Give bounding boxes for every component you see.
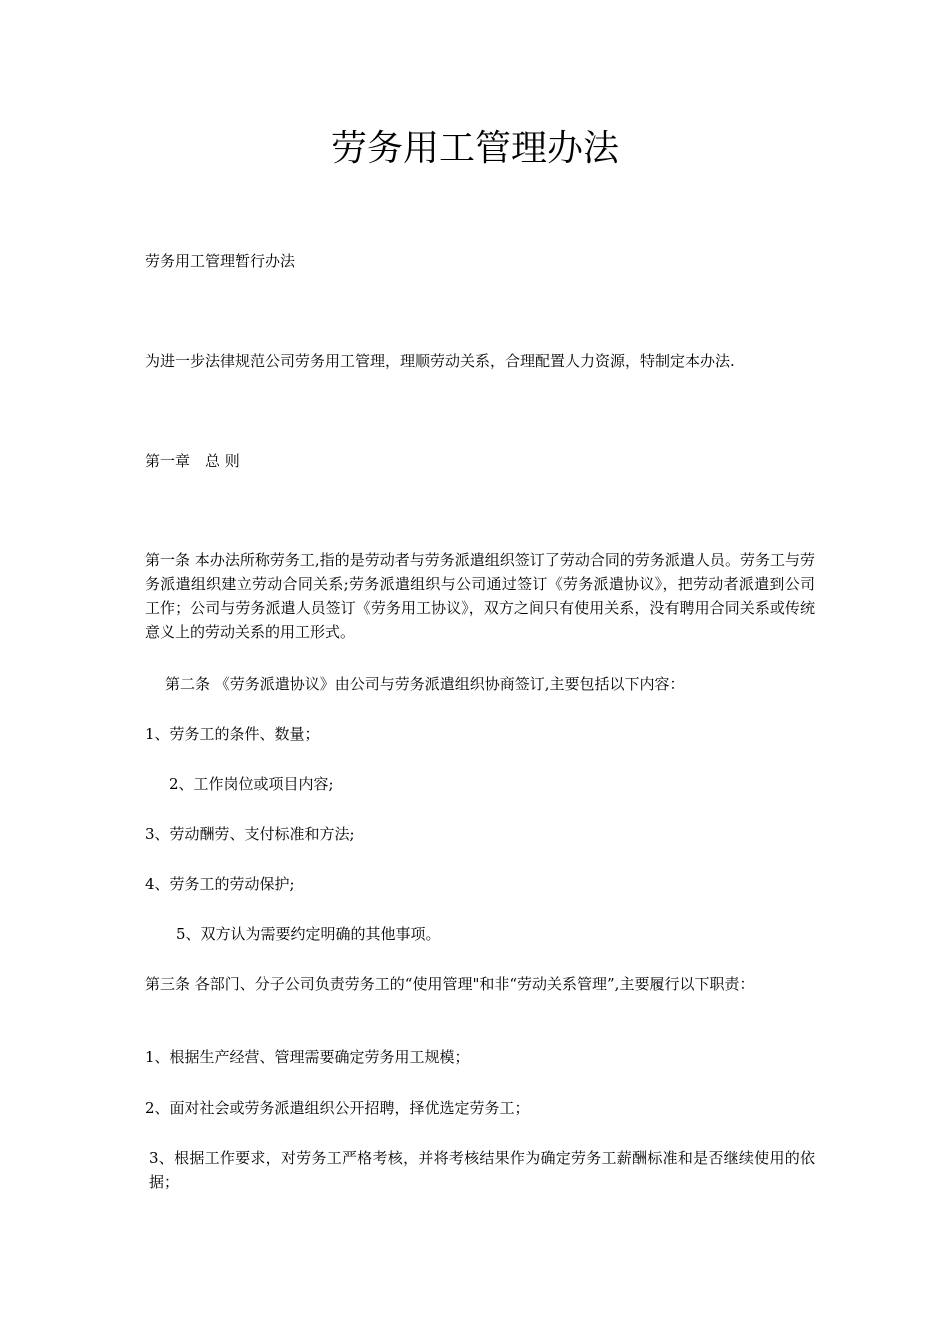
subtitle-paragraph: 劳务用工管理暂行办法: [145, 252, 296, 270]
document-title: 劳务用工管理办法: [330, 128, 619, 169]
article-2-paragraph: 第二条 《劳务派遣协议》由公司与劳务派遣组织协商签订,主要包括以下内容：: [165, 675, 685, 693]
intro-paragraph: 为进一步法律规范公司劳务用工管理，理顺劳动关系，合理配置人力资源，特制定本办法.: [145, 352, 735, 370]
list-item: 2、工作岗位或项目内容;: [169, 775, 334, 793]
chapter-heading: 第一章 总 则: [145, 452, 240, 470]
list-item: 3、劳动酬劳、支付标准和方法;: [145, 825, 355, 843]
article-3-paragraph: 第三条 各部门、分子公司负责劳务工的“使用管理"和非“劳动关系管理”,主要履行以下职责：: [145, 975, 755, 993]
list-item: 5、双方认为需要约定明确的其他事项。: [176, 925, 441, 943]
list-item: 3、根据工作要求，对劳务工严格考核，并将考核结果作为确定劳务工薪酬标准和是否继续使用的依据；: [149, 1149, 815, 1191]
list-item: 1、劳务工的条件、数量；: [145, 725, 320, 743]
list-item: 4、劳务工的劳动保护;: [145, 875, 295, 893]
list-item: 2、面对社会或劳务派遣组织公开招聘，择优选定劳务工；: [145, 1099, 530, 1117]
article-1-paragraph: 第一条 本办法所称劳务工,指的是劳动者与劳务派遣组织签订了劳动合同的劳务派遣人员。劳务工与劳务派遣组织建立劳动合同关系;劳务派遣组织与公司通过签订《劳务派遣协议》，把劳动者派遣到公司工作；公司与劳务派遣人员签订《劳务用工协议》，双方之间只有使用关系，没有聘用合同关系或传统意义上的劳动关系的用工形式。: [145, 551, 815, 641]
list-item: 1、根据生产经营、管理需要确定劳务用工规模；: [145, 1048, 470, 1066]
